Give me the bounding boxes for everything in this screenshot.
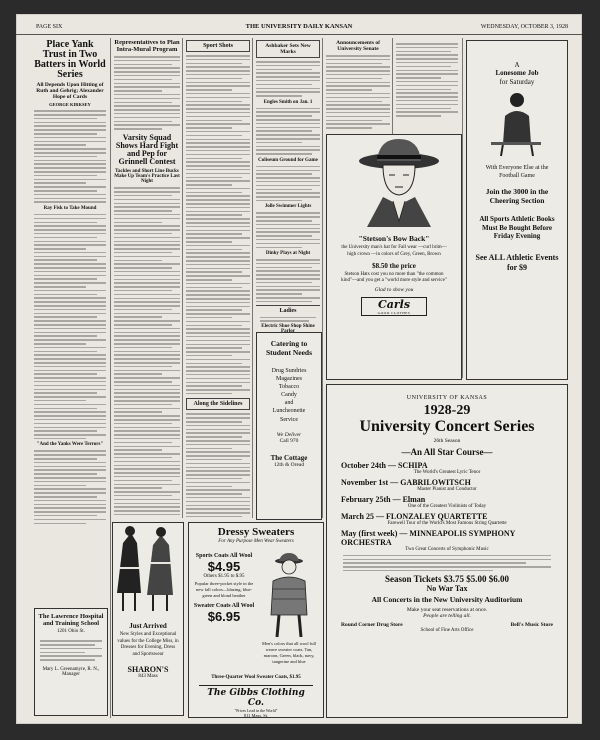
man-in-hat-illustration	[327, 135, 459, 227]
announcements-headline: Announcements of University Senate	[336, 40, 380, 52]
story-subhead: Ray Fisk to Take Mound	[43, 205, 97, 211]
cottage-item: Luncheonette	[272, 408, 306, 415]
concert-allstar: —An All Star Course—	[401, 446, 493, 457]
event-date: October 24th	[341, 460, 386, 470]
lonesome-man-illustration	[467, 86, 565, 158]
sports-coats-desc: Popular three-pocket style in the new fall colors—blazing, blue-green and blond heather	[194, 581, 254, 598]
lonesome-see-all: See ALL Athletic Events for $9	[475, 253, 559, 272]
story-subhead: "And the Yanks Were Terrors"	[36, 442, 104, 448]
carls-logo-sub: GOOD CLOTHES	[377, 311, 411, 315]
others-price: Others $1.95 to $.95	[203, 574, 245, 579]
ticket-outlets	[327, 619, 567, 628]
story-deck: All Depends Upon Hitting of Ruth and Gehrig; Alexander Hope of Cards	[36, 82, 104, 100]
story-deck-2: Tackles and Short Line Bucks Make Up Team's Practice Last Night	[114, 168, 180, 185]
cottage-address: 12th & Oread	[273, 461, 305, 468]
concert-event: November 1st — GABRILOWITSCH Master Pianist and Conductor	[341, 478, 553, 492]
concert-years: 1928-29	[423, 403, 471, 418]
event-description: One of the Greatest Violinists of Today	[407, 503, 487, 509]
lonesome-with: With Everyone Else at the Football Game	[485, 165, 549, 179]
concert-event-list	[327, 461, 567, 552]
event-description: Master Pianist and Conductor	[417, 486, 477, 492]
event-performer: GABRILOWITSCH	[400, 477, 471, 487]
hospital-address: 1201 Ohio St.	[57, 629, 85, 634]
stetson-glad: Glad to show you	[374, 287, 414, 293]
story-body	[256, 108, 320, 155]
newspaper-page	[16, 14, 582, 724]
cottage-name: The Cottage	[270, 453, 308, 462]
story-body	[256, 166, 320, 202]
no-war-tax: No War Tax	[426, 584, 468, 594]
page-number: PAGE SIX	[36, 24, 63, 30]
concert-university: UNIVERSITY OF KANSAS	[406, 395, 488, 401]
sharons-description: New Styles and Exceptional values for the College Miss, in Dresses for Evening, Dress and Sportswear	[117, 632, 179, 657]
gibbs-slogan: "Prices Lead in the World"	[234, 708, 278, 713]
masthead	[16, 22, 582, 35]
event-date: May (first week)	[341, 528, 398, 538]
column-6-story	[396, 40, 458, 130]
bells-music-store: Bell's Music Store	[510, 622, 553, 629]
shoe-shop-name: Electric Shoe Shop Shine	[261, 324, 315, 330]
sports-coats-label: Sports Coats All Wool	[195, 553, 253, 559]
ladies-title: Ladies	[279, 308, 297, 315]
story-body	[114, 187, 180, 518]
sharons-address: 843 Mass	[138, 674, 158, 679]
along-sidelines-title: Along the Sidelines	[186, 398, 250, 410]
story-headline: Representatives to Plan Intra-Mural Program	[114, 40, 180, 53]
story-body	[186, 413, 250, 518]
story-body	[256, 212, 320, 248]
column-4-story	[256, 40, 320, 340]
story-body	[256, 61, 320, 97]
event-description: Farewell Tour of the World's Most Famous String Quartette	[387, 520, 507, 526]
concert-event: October 24th — SCHIPA The World's Greatest Lyric Tenor	[341, 461, 553, 475]
stetson-price: $8.50 the price	[372, 261, 416, 270]
event-description: The World's Greatest Lyric Tenor	[413, 469, 481, 475]
column-rule	[110, 38, 111, 718]
sport-shots-title: Sport Shots	[186, 40, 250, 52]
cottage-headline: Catering to Student Needs	[265, 339, 313, 357]
cottage-item: Candy	[281, 392, 297, 399]
cottage-item: Drug Sundries	[271, 368, 307, 374]
column-rule	[462, 38, 463, 378]
cottage-ad	[256, 332, 322, 520]
column-rule	[322, 38, 323, 518]
column-rule	[182, 38, 183, 518]
story-body	[186, 55, 250, 394]
story-headline-2: Varsity Squad Shows Hard Fight and Pep for Grinnell Contest	[115, 132, 179, 166]
hospital-title: The Lawrence Hospital and Training School	[38, 613, 104, 627]
column-rule	[252, 38, 253, 518]
dressy-sweaters-ad	[188, 522, 324, 718]
carls-logo	[361, 297, 427, 316]
cottage-item: Magazines	[276, 376, 302, 383]
sharons-headline: Just Arrived	[129, 622, 167, 630]
event-description: Two Great Concerts of Symphonic Music	[405, 546, 489, 552]
fashion-figures-illustration	[113, 523, 181, 615]
round-corner-drug-store: Round Corner Drug Store	[341, 622, 403, 629]
story-subhead: Engles Smith on Jan. 1	[263, 99, 313, 105]
story-body	[34, 214, 106, 440]
lonesome-headline	[467, 61, 567, 86]
hospital-manager: Mary L. Greenamyre, R. N., Manager	[42, 666, 100, 677]
sweater-coats-price: $6.95	[207, 608, 241, 624]
sweater-man-illustration	[259, 553, 319, 639]
concert-fine-print	[327, 555, 567, 572]
story-body	[396, 43, 458, 117]
newspaper-title: THE UNIVERSITY DAILY KANSAN	[245, 23, 353, 30]
event-date: November 1st	[341, 477, 389, 487]
story-body	[34, 450, 106, 524]
cottage-items	[257, 367, 321, 424]
season-tickets: Season Tickets $3.75 $5.00 $6.00	[385, 574, 509, 585]
story-byline: GEORGE KIRKSEY	[49, 102, 91, 108]
sharons-name: SHARON'S	[127, 665, 169, 674]
sweater-coats-desc: Men's colors that all wool full weave sweater coats. Tan, maroon, Green, black, navy, tangerine and blue	[262, 641, 316, 664]
event-performer: FLONZALEY QUARTETTE	[385, 511, 488, 521]
cottage-deliver: We Deliver	[276, 431, 302, 438]
story-subhead: Coliseum Ground for Game	[258, 157, 318, 163]
sweaters-subtitle: For Any Purpose Men Wear Sweaters	[218, 539, 294, 544]
issue-date: WEDNESDAY, OCTOBER 3, 1928	[480, 24, 568, 30]
all-concerts-location: All Concerts in the New University Auditorium	[371, 595, 523, 605]
sports-coats-price: $4.95	[207, 559, 241, 574]
column-4-title: Ashbaker Sets New Marks	[265, 43, 311, 55]
story-body	[34, 110, 106, 203]
story-body	[326, 55, 390, 129]
sharons-ad	[112, 522, 184, 716]
concert-event: May (first week) — MINNEAPOLIS SYMPHONY ORCHESTRA Two Great Concerts of Symphonic Music	[341, 529, 553, 552]
gibbs-address: 811 Mass. St.	[243, 713, 269, 718]
cottage-item: Service	[280, 416, 298, 423]
event-performer: SCHIPA	[397, 460, 428, 470]
stetson-description: the University man's hat for Fall wear —curl brim—high crown —in colors of Grey, Green, Brown	[341, 245, 447, 257]
story-body	[256, 259, 320, 302]
event-performer: Elman	[402, 494, 426, 504]
athletic-book-ad	[466, 40, 568, 380]
stetson-note: Stetson Hats cost you no more than "the common kind"—and you get a "world more style and service"	[341, 271, 447, 284]
lonesome-line: Lonesome Job	[495, 69, 539, 78]
story-subhead: Jolle Swimmer Lights	[264, 204, 312, 210]
hospital-ad	[34, 608, 108, 716]
stetson-title: "Stetson's Bow Back"	[358, 234, 430, 243]
lonesome-sports: All Sports Athletic Books Must Be Bought Before Friday Evening	[479, 214, 555, 241]
people-telling: People are telling all.	[423, 613, 471, 620]
lonesome-line: A	[514, 61, 520, 69]
cottage-item: Tobacco	[278, 384, 300, 391]
column-1-story	[34, 40, 106, 600]
gibbs-logo	[199, 685, 313, 718]
make-reservations: Make your seat reservations at once.	[406, 607, 488, 614]
carls-logo-text: Carls	[377, 298, 411, 311]
concert-season: 26th Season	[433, 437, 461, 444]
fine-arts-office: School of Fine Arts Office	[420, 628, 474, 634]
stetson-ad	[326, 134, 462, 380]
lonesome-join: Join the 3000 in the Cheering Section	[485, 186, 549, 205]
concert-event: February 25th — Elman One of the Greatest Violinists of Today	[341, 495, 553, 509]
event-date: March 25	[341, 511, 374, 521]
cottage-item: and	[284, 400, 294, 407]
sweaters-bottom-line: Three-Quarter Wool Sweater Coats, $1.95	[211, 675, 301, 680]
column-3-story	[186, 40, 250, 518]
sweater-coats-label: Sweater Coats All Wool	[193, 602, 255, 609]
event-date: February 25th	[341, 494, 391, 504]
cottage-phone: Call 970	[279, 437, 299, 444]
gibbs-logo-text: The Gibbs Clothing Co.	[207, 688, 305, 708]
story-body	[114, 56, 180, 130]
column-2-story	[114, 40, 180, 518]
story-headline: Place Yank Trust in Two Batters in World Series	[34, 40, 106, 80]
story-subhead: Dinky Plays at Night	[265, 251, 311, 257]
sweaters-title: Dressy Sweaters	[217, 526, 295, 538]
concert-series-title: University Concert Series	[359, 418, 535, 435]
concert-series-ad	[326, 384, 568, 718]
lonesome-line: for Saturday	[499, 77, 535, 86]
event-performer: MINNEAPOLIS SYMPHONY ORCHESTRA	[341, 528, 516, 547]
concert-event: March 25 — FLONZALEY QUARTETTE Farewell Tour of the World's Most Famous String Quartette	[341, 512, 553, 526]
